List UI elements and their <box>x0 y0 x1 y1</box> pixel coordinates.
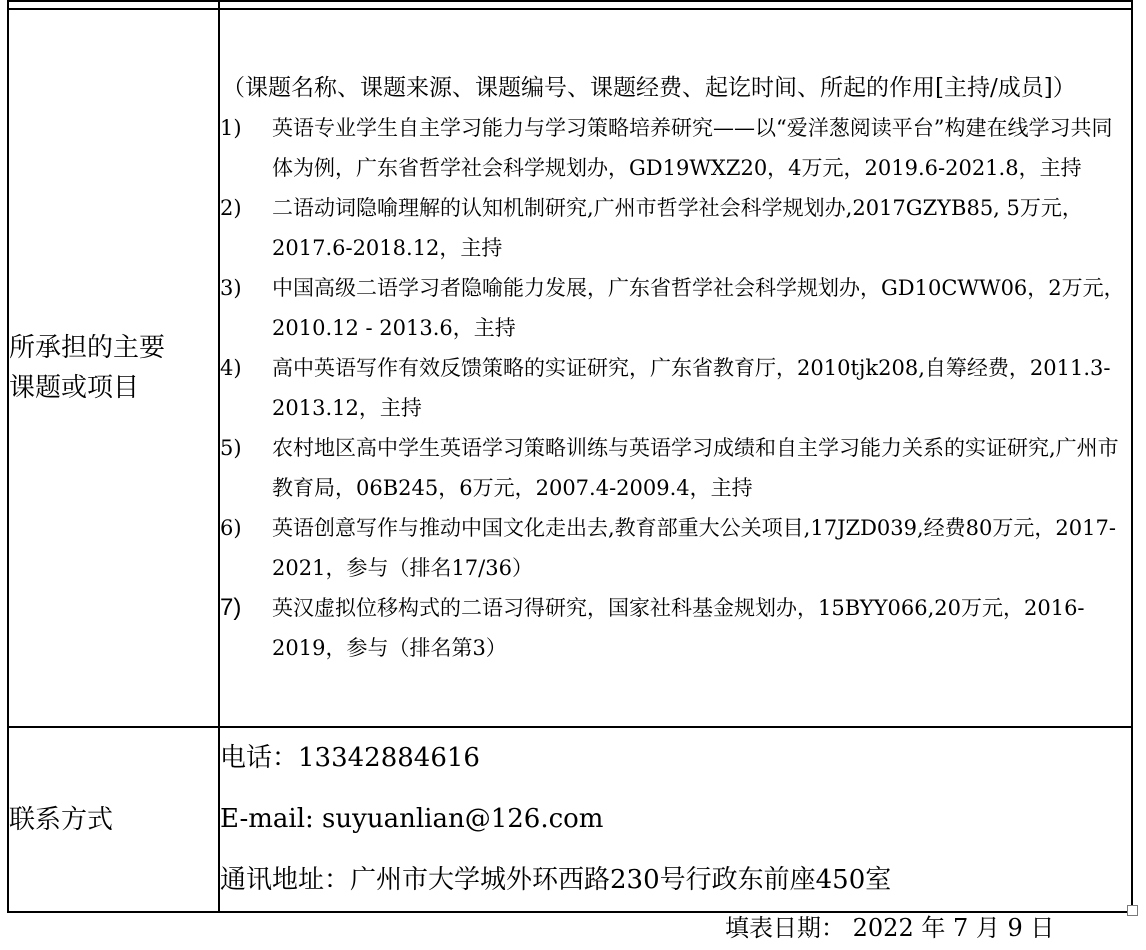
project-number: 5) <box>220 436 242 460</box>
projects-label-line2: 课题或项目 <box>9 373 140 403</box>
project-text: 农村地区高中学生英语学习策略训练与英语学习成绩和自主学习能力关系的实证研究,广州市教育局，06B245，6万元，2007.4-2009.4，主持 <box>272 436 1119 500</box>
contact-label: 联系方式 <box>8 727 219 912</box>
project-number: 1) <box>220 116 242 140</box>
table-top-strip <box>8 1 1132 9</box>
project-text: 英语创意写作与推动中国文化走出去,教育部重大公关项目,17JZD039,经费80万元，2017-2021，参与（排名17/36） <box>272 516 1116 580</box>
fill-date <box>725 910 1054 946</box>
project-number: 4) <box>220 356 242 380</box>
project-item <box>220 188 1131 268</box>
project-text: 英汉虚拟位移构式的二语习得研究，国家社科基金规划办，15BYY066,20万元，2016-2019，参与（排名第3） <box>272 596 1085 660</box>
project-item <box>220 428 1131 508</box>
project-number: 2) <box>220 196 242 220</box>
projects-intro: （课题名称、课题来源、课题编号、课题经费、起讫时间、所起的作用[主持/成员]） <box>222 75 1076 101</box>
project-item <box>220 588 1131 668</box>
project-item <box>220 508 1131 588</box>
project-item <box>220 108 1131 188</box>
project-text: 英语专业学生自主学习能力与学习策略培养研究——以“爱洋葱阅读平台”构建在线学习共同体为例，广东省哲学社会科学规划办，GD19WXZ20，4万元，2019.6-2021.8，主持 <box>272 116 1113 180</box>
fill-date-label: 填表日期： <box>725 914 845 942</box>
fill-date-value: 2022 年 7 月 9 日 <box>845 914 1055 942</box>
project-number: 6) <box>220 516 242 540</box>
project-text: 高中英语写作有效反馈策略的实证研究，广东省教育厅，2010tjk208,自筹经费，2011.3- 2013.12，主持 <box>272 356 1111 420</box>
projects-content <box>219 9 1132 727</box>
phone-text: 电话：13342884616 <box>220 743 480 773</box>
paragraph-mark-icon <box>1127 905 1138 916</box>
top-strip-right <box>219 1 1132 9</box>
project-text: 中国高级二语学习者隐喻能力发展，广东省哲学社会科学规划办，GD10CWW06，2万元，2010.12 - 2013.6，主持 <box>272 276 1125 340</box>
project-text: 二语动词隐喻理解的认知机制研究,广州市哲学社会科学规划办,2017GZYB85, 5万元，2017.6-2018.12，主持 <box>272 196 1083 260</box>
project-item <box>220 268 1131 348</box>
project-number: 7) <box>220 594 242 621</box>
info-form-table <box>7 0 1133 913</box>
projects-row <box>8 9 1132 727</box>
projects-label-line1: 所承担的主要 <box>9 333 166 363</box>
email-text: E-mail: suyuanlian@126.com <box>220 804 604 834</box>
contact-row <box>8 727 1132 912</box>
project-list <box>220 108 1131 668</box>
project-number: 3) <box>220 276 242 300</box>
contact-content <box>219 727 1132 912</box>
address-text: 通讯地址：广州市大学城外环西路230号行政东前座450室 <box>220 865 892 895</box>
project-item <box>220 348 1131 428</box>
top-strip-left <box>8 1 219 9</box>
projects-label <box>8 9 219 727</box>
